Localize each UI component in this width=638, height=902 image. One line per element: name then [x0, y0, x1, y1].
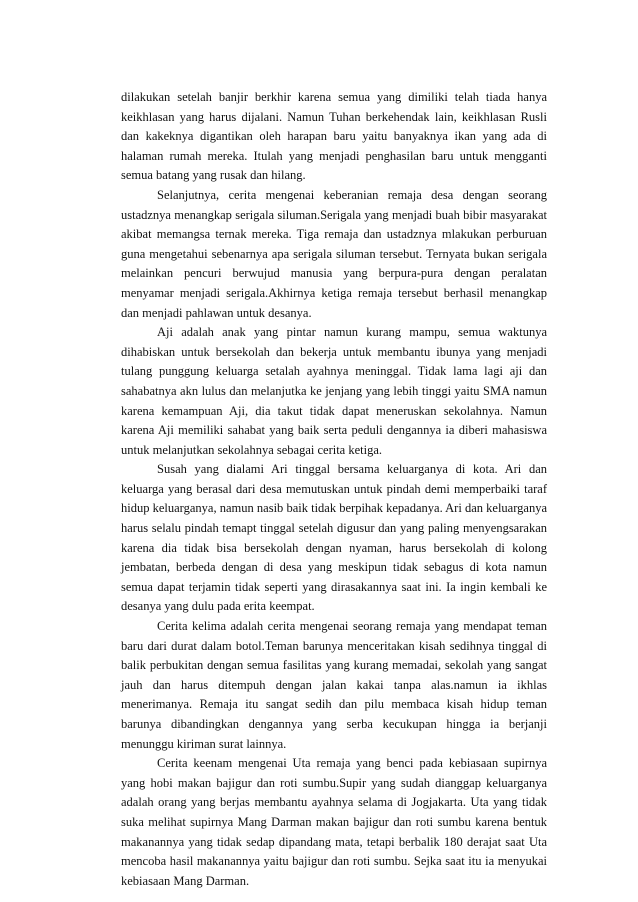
paragraph-story-four: Susah yang dialami Ari tinggal bersama keluarganya di kota. Ari dan keluarga yang berasal dari desa memutuskan untuk pindah demi memperbaiki taraf hidup keluarganya, namun nasib baik tidak berpihak kepadanya. Ari dan keluarganya harus selalu pindah temapt tinggal setelah digusur dan yang paling menyengsarakan karena dia tidak bisa bersekolah dengan nyaman, harus bersekolah di kolong jembatan, berbeda dengan di desa yang meskipun tidak sebagus di kota namun semua dapat terjamin tidak seperti yang dirasakannya saat ini. Ia ingin kembali ke desanya yang dulu pada erita keempat.: [121, 462, 547, 614]
paragraph-continuation: dilakukan setelah banjir berkhir karena semua yang dimiliki telah tiada hanya keikhlasan yang harus dijalani. Namun Tuhan berkehendak lain, keikhlasan Rusli dan kakeknya digantikan oleh harapan baru yaitu banyaknya ikan yang ada di halaman rumah mereka. Itulah yang menjadi penghasilan baru untuk mengganti semua batang yang rusak dan hilang.: [121, 90, 547, 183]
paragraph-story-five: Cerita kelima adalah cerita mengenai seorang remaja yang mendapat teman baru dari durat dalam botol.Teman barunya menceritakan kisah sedihnya tinggal di balik perbukitan dengan semua fasilitas yang kurang memadai, sekolah yang sangat jauh dan harus ditempuh dengan jalan kakai tanpa alas.namun ia ikhlas menerimanya. Remaja itu sangat sedih dan pilu membaca kisah hidup teman barunya dibandingkan dengannya yang serba kecukupan hingga ia berjanji menunggu kiriman surat lainnya.: [121, 619, 547, 751]
paragraph-story-two: Selanjutnya, cerita mengenai keberanian remaja desa dengan seorang ustadznya menangkap serigala siluman.Serigala yang menjadi buah bibir masyarakat akibat memangsa ternak mereka. Tiga remaja dan ustadznya mlakukan perburuan guna mengetahui sebenarnya apa serigala siluman tersebut. Ternyata bukan serigala melainkan pencuri berwujud manusia yang berpura-pura dengan peralatan menyamar menjadi serigala.Akhirnya ketiga remaja tersebut berhasil menangkap dan menjadi pahlawan untuk desanya.: [121, 187, 547, 320]
paragraph-story-three: Aji adalah anak yang pintar namun kurang mampu, semua waktunya dihabiskan untuk bersekolah dan bekerja untuk membantu ibunya yang menjadi tulang punggung keluarga setalah ayahnya meninggal. Tidak lama lagi aji dan sahabatnya akn lulus dan melanjutka ke jenjang yang lebih tinggi yaitu SMA namun karena kemampuan Aji, dia takut tidak dapat meneruskan sekolahnya. Namun karena Aji memiliki sahabat yang baik serta peduli dengannya ia diberi mahasiswa untuk melanjutkan sekolahnya sebagai cerita ketiga.: [121, 325, 547, 457]
document-page: [121, 88, 547, 891]
paragraph-story-six: Cerita keenam mengenai Uta remaja yang benci pada kebiasaan supirnya yang hobi makan bajigur dan roti sumbu.Supir yang sudah dianggap keluarganya adalah orang yang berjas membantu ayahnya selama di Jogjakarta. Uta yang tidak suka melihat supirnya Mang Darman makan bajigur dan roti sumbu karena bentuk makanannya yang tidak sedap dipandang mata, tetapi berbalik 180 derajat saat Uta mencoba hasil makanannya yaitu bajigur dan roti sumbu. Sejka saat itu ia menyukai kebiasaan Mang Darman.: [121, 756, 547, 888]
